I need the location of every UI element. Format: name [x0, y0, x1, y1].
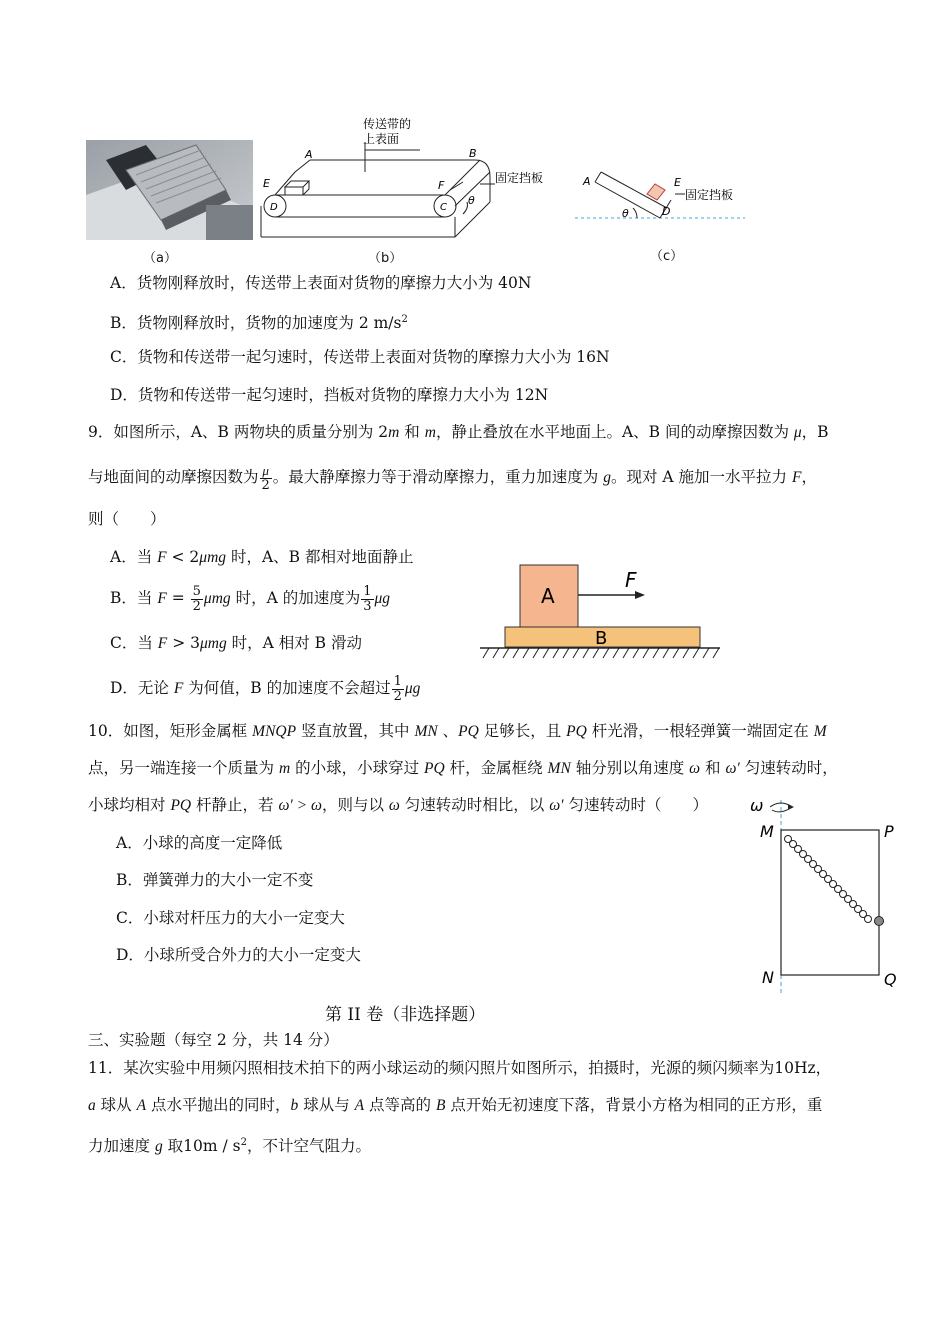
conveyor-diagram [255, 112, 555, 242]
point-q-label: Q [884, 970, 897, 989]
q9-option-a: A．当 F < 2μmg 时，A、B 都相对地面静止 [110, 548, 414, 566]
q8-option-a: A．货物刚释放时，传送带上表面对货物的摩擦力大小为 40N [110, 274, 532, 292]
q11-stem-line3: 力加速度 g 取$10m / s^2$，不计空气阻力。 [88, 1137, 371, 1156]
c-label-E: E [674, 176, 681, 189]
q8-option-d: D．货物和传送带一起匀速时，挡板对货物的摩擦力大小为 12N [110, 386, 549, 404]
caption-a: （a） [143, 251, 177, 266]
q11-stem-line1: 11．某次实验中用频闪照相技术拍下的两小球运动的频闪照片如图所示，拍摄时，光源的频闪频率为10Hz， [88, 1059, 832, 1077]
q10-stem-line2: 点，另一端连接一个质量为 m 的小球，小球穿过 PQ 杆，金属框绕 MN 轴分别以角速度 ω 和 ω′ 匀速转动时， [88, 759, 838, 777]
force-f-label: F [625, 568, 637, 592]
q8-option-b-sup: 2 [401, 314, 408, 325]
label-F: F [438, 179, 445, 192]
point-n-label: N [762, 968, 774, 987]
q8-option-b-unit: m/s [368, 314, 402, 333]
block-b-label: B [595, 628, 608, 649]
q8-option-b [110, 309, 408, 334]
q10-option-a: A．小球的高度一定降低 [116, 834, 283, 852]
incline-diagram [575, 160, 765, 230]
q9-stem-line3: 则（ ） [88, 510, 166, 528]
section-heading: 三、实验题（每空 2 分，共 14 分） [88, 1031, 339, 1049]
c-baffle-label: 固定挡板 [685, 188, 734, 202]
caption-b: （b） [368, 251, 403, 266]
q9-option-b: B．当 F = $\frac{5}{2}$ μmg 时，A 的加速度为 $\frac{1}{3}$ μg [110, 583, 391, 614]
baffle-label: 固定挡板 [495, 171, 544, 185]
rotating-frame-diagram [748, 795, 908, 995]
omega-label: ω [750, 796, 764, 815]
blocks-diagram [475, 560, 725, 665]
label-E: E [263, 177, 270, 190]
q9-option-c: C．当 F > 3μmg 时，A 相对 B 滑动 [110, 634, 362, 652]
c-label-theta: θ [622, 207, 629, 220]
block-a-label: A [541, 584, 555, 608]
q10-option-b: B．弹簧弹力的大小一定不变 [116, 871, 314, 889]
q8-option-b-text: B．货物刚释放时，货物的加速度为 2 [110, 314, 369, 333]
q9-option-d: D．无论 F 为何值，B 的加速度不会超过 $\frac{1}{2}$ μg [110, 673, 421, 704]
label-D: D [270, 202, 278, 213]
q10-option-d: D．小球所受合外力的大小一定变大 [116, 946, 361, 964]
c-label-D: D [662, 205, 671, 218]
q10-stem-line3: 小球均相对 PQ 杆静止，若 ω′ > ω，则与以 ω 匀速转动时相比，以 ω′ 匀速转动时（ ） [88, 796, 708, 814]
q10-option-c: C．小球对杆压力的大小一定变大 [116, 909, 345, 927]
part2-title: 第 II 卷（非选择题） [325, 1005, 486, 1025]
q9-stem-line2: 与地面间的动摩擦因数为 $\frac{\mu}{2}$ 。最大静摩擦力等于滑动摩擦力，重力加速度为 g。现对 A 施加一水平拉力 F， [88, 462, 817, 493]
caption-c: （c） [650, 249, 684, 264]
point-p-label: P [884, 822, 894, 841]
label-C: C [440, 202, 447, 213]
label-theta: θ [468, 194, 475, 207]
belt-label-1: 传送带的 [363, 117, 412, 131]
belt-label-2: 上表面 [363, 132, 400, 146]
label-A: A [305, 148, 313, 161]
point-m-label: M [760, 822, 774, 841]
label-B: B [469, 147, 477, 160]
c-label-A: A [583, 175, 591, 188]
q9-stem-line1: 9．如图所示，A、B 两物块的质量分别为 2m 和 m，静止叠放在水平地面上。A、B 间的动摩擦因数为 μ，B [88, 423, 829, 441]
q8-option-c: C．货物和传送带一起匀速时，传送带上表面对货物的摩擦力大小为 16N [110, 348, 610, 366]
q10-stem-line1: 10．如图，矩形金属框 MNQP 竖直放置，其中 MN 、PQ 足够长，且 PQ 杆光滑，一根轻弹簧一端固定在 M [88, 722, 827, 740]
q11-stem-line2: a 球从 A 点水平抛出的同时，b 球从与 A 点等高的 B 点开始无初速度下落，背景小方格为相同的正方形，重 [88, 1096, 823, 1114]
luggage-photo [86, 140, 253, 240]
